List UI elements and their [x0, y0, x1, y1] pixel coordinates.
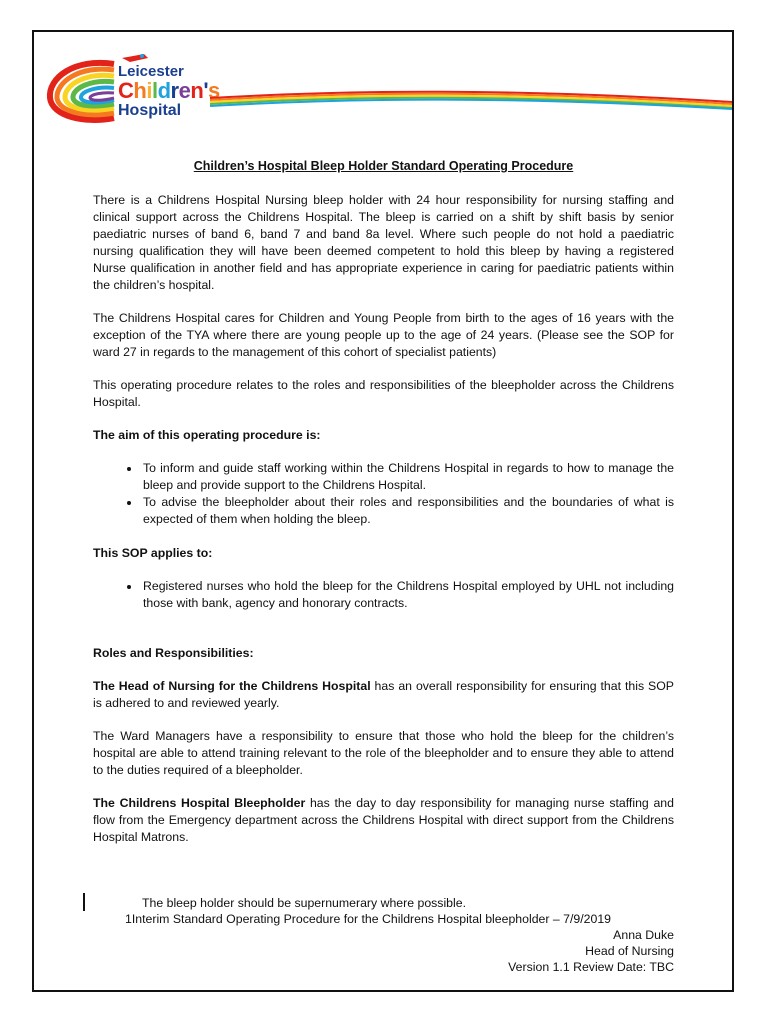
version-info: Version 1.1 Review Date: TBC	[508, 960, 674, 974]
document-title: Children’s Hospital Bleep Holder Standard Operating Procedure	[193, 159, 574, 173]
bleepholder-text: has the day to day responsibility for managing nurse staffing and flow from the Emergency department across the Childrens Hospital with direct support from the Childrens Hospital Matrons.	[93, 796, 674, 844]
supernumerary-note: The bleep holder should be supernumerary where possible.	[142, 896, 467, 910]
document-footer	[93, 895, 674, 975]
author-role: Head of Nursing	[585, 944, 674, 958]
ward-managers-paragraph: The Ward Managers have a responsibility to ensure that those who hold the bleep for the children’s hospital are able to attend training relevant to the role of the bleepholder and to ensure they able to attend to the duties required of a bleepholder.	[93, 729, 674, 777]
bleepholder-label: The Childrens Hospital Bleepholder	[93, 796, 306, 810]
list-item: • Registered nurses who hold the bleep for the Childrens Hospital employed by UHL not including those with bank, agency and honorary contracts.	[141, 578, 674, 612]
logo-letter: C	[118, 78, 134, 103]
spacer	[93, 629, 674, 645]
bleepholder-paragraph	[93, 795, 674, 846]
rainbow-swoosh-icon	[210, 84, 732, 110]
head-of-nursing-paragraph	[93, 678, 674, 712]
aim-list	[93, 460, 674, 528]
logo-letter: d	[157, 78, 171, 103]
interim-note: 1Interim Standard Operating Procedure for the Childrens Hospital bleepholder – 7/9/2019	[125, 912, 612, 926]
logo-wordmark	[118, 64, 220, 119]
intro-paragraph: There is a Childrens Hospital Nursing bleep holder with 24 hour responsibility for nursing staffing and clinical support across the Childrens Hospital. The bleep is carried on a shift by shift basis by senior paediatric nurses of band 6, band 7 and band 8a level. Where such people do not hold a paediatric nursing qualification they will have been deemed competent to hold this bleep by having a registered Nurse qualification in another field and has appropriate experience in caring for paediatric patients within the children’s hospital.	[93, 193, 674, 292]
logo-letter: i	[146, 78, 152, 103]
roles-heading: Roles and Responsibilities:	[93, 646, 254, 660]
head-of-nursing-label: The Head of Nursing for the Childrens Hospital	[93, 679, 371, 693]
applies-heading: This SOP applies to:	[93, 546, 213, 560]
logo-line-childrens	[118, 80, 220, 102]
logo-letter: h	[133, 78, 147, 103]
logo-letter: e	[178, 78, 191, 103]
logo-letter: n	[190, 78, 204, 103]
relates-paragraph: This operating procedure relates to the roles and responsibilities of the bleepholder across the Childrens Hospital.	[93, 378, 674, 409]
document-body	[93, 158, 674, 862]
logo-letter: '	[203, 78, 209, 103]
logo-letter: l	[151, 78, 158, 103]
list-item: • To inform and guide staff working within the Childrens Hospital in regards to how to manage the bleep and provide support to the Childrens Hospital.	[141, 460, 674, 494]
ages-paragraph: The Childrens Hospital cares for Children and Young People from birth to the ages of 16 years with the exception of the TYA where there are young people up to the age of 24 years. (Please see the SOP for ward 27 in regards to the management of this cohort of specialist patients)	[93, 311, 674, 359]
logo-line-hospital: Hospital	[118, 102, 182, 119]
applies-list	[93, 578, 674, 612]
aim-heading: The aim of this operating procedure is:	[93, 428, 321, 442]
logo-line-leicester: Leicester	[118, 63, 184, 80]
author-name: Anna Duke	[613, 928, 674, 942]
head-of-nursing-text: has an overall responsibility for ensuring that this SOP is adhered to and reviewed yearly.	[93, 679, 675, 710]
logo-letter: s	[208, 78, 220, 103]
text-cursor[interactable]	[83, 893, 85, 911]
logo-letter: r	[170, 78, 179, 103]
list-item: • To advise the bleepholder about their roles and responsibilities and the boundaries of what is expected of them when holding the bleep.	[141, 494, 674, 528]
